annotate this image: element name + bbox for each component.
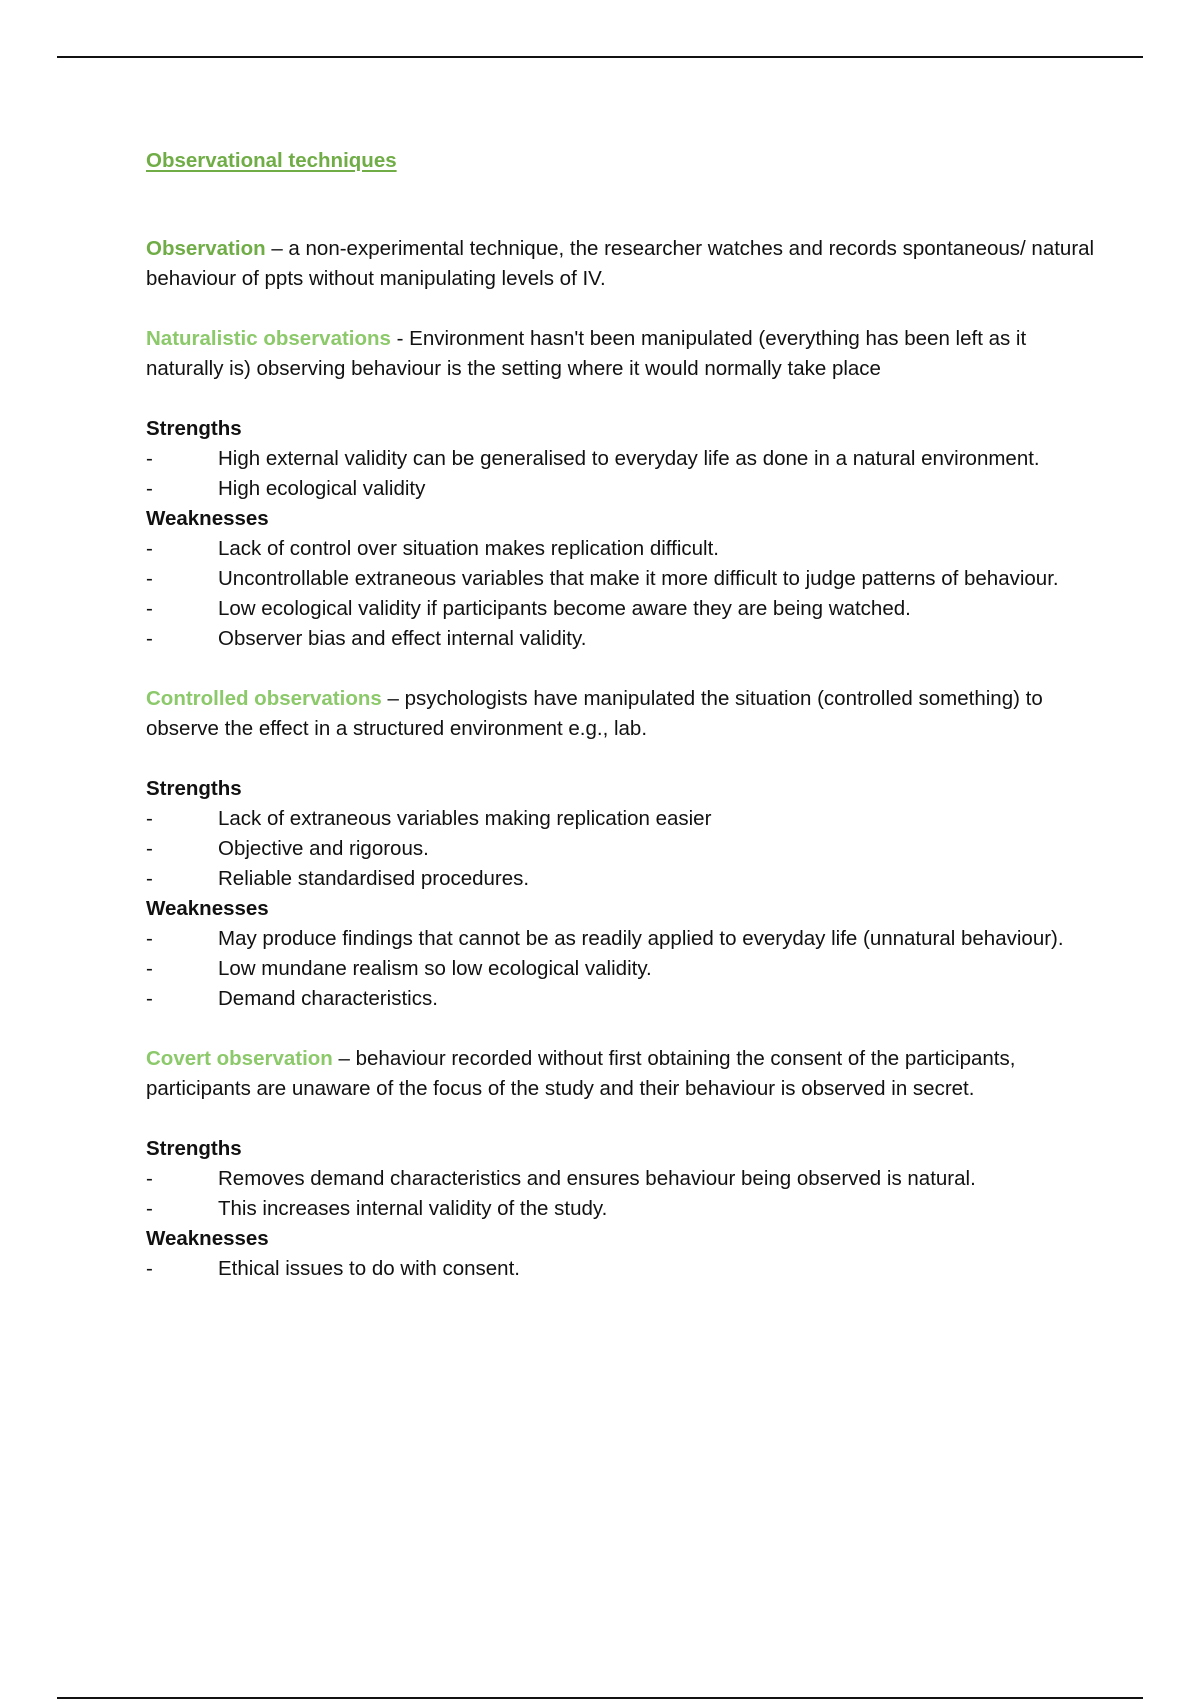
naturalistic-definition — [146, 324, 1106, 384]
list-item: - Uncontrollable extraneous variables that make it more difficult to judge patterns of behaviour. — [146, 564, 1106, 594]
naturalistic-strengths-heading: Strengths — [146, 417, 242, 440]
bullet-dash: - — [146, 447, 153, 470]
controlled-strengths-list — [146, 804, 1106, 894]
observation-text: – a non-experimental technique, the researcher watches and records spontaneous/ natural behaviour of ppts without manipulating levels of IV. — [146, 237, 1095, 290]
bullet-dash: - — [146, 987, 153, 1010]
bullet-dash: - — [146, 837, 153, 860]
list-item: - Objective and rigorous. — [146, 834, 1106, 864]
page-title: Observational techniques — [146, 149, 397, 172]
naturalistic-weaknesses-heading: Weaknesses — [146, 507, 269, 530]
list-item: - Removes demand characteristics and ensures behaviour being observed is natural. — [146, 1164, 1106, 1194]
naturalistic-strengths-list — [146, 444, 1106, 504]
bullet-dash: - — [146, 537, 153, 560]
observation-definition — [146, 234, 1106, 294]
list-item: - High ecological validity — [146, 474, 1106, 504]
controlled-strengths-heading: Strengths — [146, 777, 242, 800]
bullet-dash: - — [146, 927, 153, 950]
controlled-text: – psychologists have manipulated the situation (controlled something) to observe the effect in a structured environment e.g., lab. — [146, 687, 1043, 740]
naturalistic-weaknesses-list — [146, 534, 1106, 654]
covert-weaknesses-heading: Weaknesses — [146, 1227, 269, 1250]
bullet-dash: - — [146, 807, 153, 830]
covert-strengths-list — [146, 1164, 1106, 1224]
bullet-dash: - — [146, 957, 153, 980]
bullet-dash: - — [146, 867, 153, 890]
covert-text: – behaviour recorded without first obtaining the consent of the participants, participants are unaware of the focus of the study and their behaviour is observed in secret. — [146, 1047, 1016, 1100]
controlled-weaknesses-list — [146, 924, 1106, 1014]
covert-weaknesses-list — [146, 1254, 1106, 1284]
naturalistic-term: Naturalistic observations — [146, 327, 391, 350]
controlled-term: Controlled observations — [146, 687, 382, 710]
list-item: - May produce findings that cannot be as readily applied to everyday life (unnatural behaviour). — [146, 924, 1106, 954]
controlled-weaknesses-heading: Weaknesses — [146, 897, 269, 920]
covert-definition — [146, 1044, 1106, 1104]
list-item: - This increases internal validity of the study. — [146, 1194, 1106, 1224]
bullet-dash: - — [146, 1197, 153, 1220]
list-item: - Lack of control over situation makes replication difficult. — [146, 534, 1106, 564]
list-item: - Demand characteristics. — [146, 984, 1106, 1014]
bullet-dash: - — [146, 627, 153, 650]
list-item: - Ethical issues to do with consent. — [146, 1254, 1106, 1284]
bullet-dash: - — [146, 567, 153, 590]
covert-strengths-heading: Strengths — [146, 1137, 242, 1160]
list-item: - High external validity can be generalised to everyday life as done in a natural environment. — [146, 444, 1106, 474]
observation-term: Observation — [146, 237, 266, 260]
controlled-definition — [146, 684, 1106, 744]
bullet-dash: - — [146, 1167, 153, 1190]
naturalistic-text: - Environment hasn't been manipulated (everything has been left as it naturally is) observing behaviour is the setting where it would normally take place — [146, 327, 1027, 380]
document-body — [146, 146, 1106, 1284]
bottom-page-rule — [57, 1697, 1143, 1699]
list-item: - Low mundane realism so low ecological validity. — [146, 954, 1106, 984]
list-item: - Low ecological validity if participants become aware they are being watched. — [146, 594, 1106, 624]
covert-term: Covert observation — [146, 1047, 333, 1070]
list-item: - Observer bias and effect internal validity. — [146, 624, 1106, 654]
top-page-rule — [57, 56, 1143, 58]
list-item: - Lack of extraneous variables making replication easier — [146, 804, 1106, 834]
bullet-dash: - — [146, 477, 153, 500]
bullet-dash: - — [146, 597, 153, 620]
bullet-dash: - — [146, 1257, 153, 1280]
list-item: - Reliable standardised procedures. — [146, 864, 1106, 894]
